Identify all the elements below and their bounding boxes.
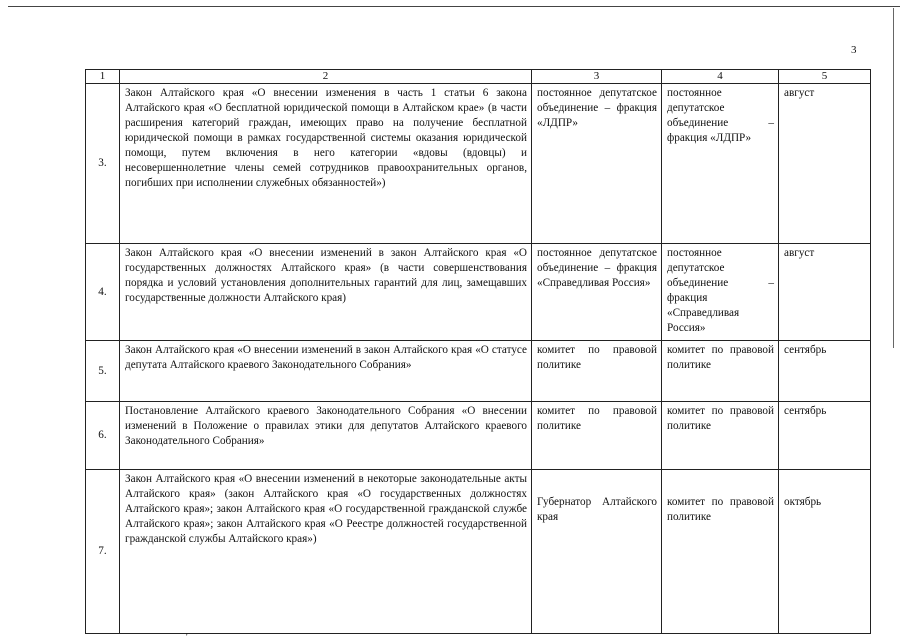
document-title: Закон Алтайского края «О внесении изменений в закон Алтайского края «О государственных должностях Алтайского края» (в части совершенствования порядка и условий установления дополнительных гарантий для лиц, замещавших государственные должности Алтайского края) xyxy=(120,244,532,341)
responsible-cell: комитет по правовой политике xyxy=(662,402,779,470)
header-cell-3: 3 xyxy=(532,70,662,84)
initiator-cell: постоянное депутатское объединение – фракция «Справедливая Россия» xyxy=(532,244,662,341)
stray-mark: ' xyxy=(186,632,188,642)
initiator-cell: Губернатор Алтайского края xyxy=(532,470,662,634)
margin-line xyxy=(893,8,894,348)
table-row xyxy=(86,341,871,402)
deadline-cell: сентябрь xyxy=(779,402,871,470)
header-cell-4: 4 xyxy=(662,70,779,84)
table-row xyxy=(86,470,871,634)
document-title: Закон Алтайского края «О внесении изменений в закон Алтайского края «О статусе депутата Алтайского краевого Законодательного Собрания» xyxy=(120,341,532,402)
deadline-cell: сентябрь xyxy=(779,341,871,402)
initiator-cell: комитет по правовой политике xyxy=(532,402,662,470)
row-number: 7. xyxy=(86,470,120,634)
page-number: 3 xyxy=(851,44,857,56)
deadline-cell: октябрь xyxy=(779,470,871,634)
deadline-cell: август xyxy=(779,244,871,341)
header-cell-1: 1 xyxy=(86,70,120,84)
responsible-cell: комитет по правовой политике xyxy=(662,341,779,402)
top-rule xyxy=(8,6,900,7)
header-cell-5: 5 xyxy=(779,70,871,84)
responsible-cell: комитет по правовой политике xyxy=(662,470,779,634)
table-row xyxy=(86,244,871,341)
responsible-cell: постоянное депутатское объединение – фракция «ЛДПР» xyxy=(662,84,779,244)
row-number: 3. xyxy=(86,84,120,244)
row-number: 4. xyxy=(86,244,120,341)
table-row xyxy=(86,84,871,244)
document-title: Постановление Алтайского краевого Законодательного Собрания «О внесении изменений в Положение о правилах этики для депутатов Алтайского краевого Законодательного Собрания» xyxy=(120,402,532,470)
document-title: Закон Алтайского края «О внесении изменений в некоторые законодательные акты Алтайского края» (закон Алтайского края «О государственных должностях Алтайского края»; закон Алтайского края «О государственной гражданской службе Алтайского края»; закон Алтайского края «О Реестре должностей государственной гражданской службы Алтайского края») xyxy=(120,470,532,634)
initiator-cell: комитет по правовой политике xyxy=(532,341,662,402)
initiator-cell: постоянное депутатское объединение – фракция «ЛДПР» xyxy=(532,84,662,244)
document-title: Закон Алтайского края «О внесении изменения в часть 1 статьи 6 закона Алтайского края «О бесплатной юридической помощи в Алтайском крае» (в части расширения категорий граждан, имеющих право на получение бесплатной юридической помощи в рамках государственной системы оказания юридической помощи, путем включения в него категории «вдовы (вдовцы) и несовершеннолетние члены семей сотрудников правоохранительных органов, погибших при исполнении служебных обязанностей») xyxy=(120,84,532,244)
header-cell-2: 2 xyxy=(120,70,532,84)
row-number: 5. xyxy=(86,341,120,402)
deadline-cell: август xyxy=(779,84,871,244)
responsible-cell: постоянное депутатское объединение – фракция «Справедливая Россия» xyxy=(662,244,779,341)
table-header-row xyxy=(86,70,871,84)
plan-table xyxy=(85,69,871,634)
row-number: 6. xyxy=(86,402,120,470)
table-row xyxy=(86,402,871,470)
